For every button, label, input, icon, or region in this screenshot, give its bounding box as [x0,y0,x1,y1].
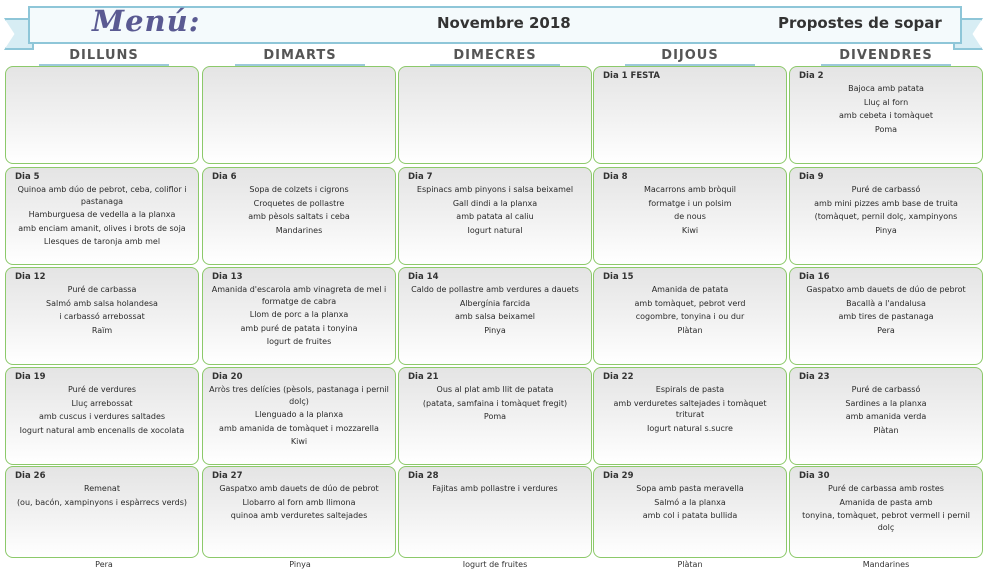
dish-item: Puré de carbassó [851,185,921,194]
dish-item: Amanida d'escarola amb vinagreta de mel i formatge de cabra [211,285,387,306]
dish-item: Arròs tres delícies (pèsols, pastanaga i pernil dolç) [209,385,389,406]
dish-item: Plàtan [873,425,899,435]
dish-item: formatge i un polsim [648,198,732,208]
day-number: Dia 30 [799,471,830,481]
day-header-wednesday: DIMECRES [398,48,592,66]
fruit-label: Mandarines [862,560,910,569]
menu-cell [398,267,592,365]
menu-logo: Menú: [92,4,201,38]
dish-item: Pinya [875,225,897,235]
dish-item: Raïm [91,325,113,335]
dish-list [12,384,192,438]
dish-item: cogombre, tonyina i ou dur [635,312,745,321]
menu-cell [593,267,787,365]
fruit-label: Pera [95,560,113,569]
dish-item: Puré de carbassa amb rostes [828,484,944,493]
dish-item: Llom de porc a la planxa [249,310,349,319]
dish-list [405,284,585,338]
menu-cell [202,167,396,265]
dish-item: i carbassó arrebossat [59,312,145,321]
dish-item: (tomàquet, pernil dolç, xampinyons [814,212,958,221]
menu-cell [5,167,199,265]
dish-list [796,184,976,238]
dish-item: de nous [674,212,706,221]
menu-cell [593,66,787,164]
dish-list [600,184,780,238]
dish-list [405,184,585,238]
day-number: Dia 26 [15,471,46,481]
fruit-label: Plàtan [677,560,703,569]
dish-item: Salmó a la planxa [654,497,726,507]
dish-item: tonyina, tomàquet, pebrot vermell i pernil dolç [802,511,970,532]
dish-list [209,284,389,350]
day-number: Dia 6 [212,172,237,182]
dish-list [796,483,976,535]
dish-item: Iogurt de fruites [266,337,332,346]
day-number: Dia 14 [408,272,439,282]
dish-item: Iogurt natural amb encenalls de xocolata [19,425,185,435]
dish-item: amb amanida verda [845,412,927,421]
dish-item: Puré de carbassa [67,285,137,294]
dish-item: amb cuscus i verdures saltades [38,412,166,421]
menu-cell [5,367,199,465]
day-header-friday: DIVENDRES [789,48,983,66]
dish-item: amb pèsols saltats i ceba [248,212,350,221]
dish-item: amb tires de pastanaga [838,312,934,321]
month-title: Novembre 2018 [437,14,571,32]
fruit-label: Pinya [289,560,311,569]
dish-item: amb tomàquet, pebrot verd [634,298,746,308]
dish-item: amb mini pizzes amb base de truita [814,198,958,208]
menu-cell [398,66,592,164]
dish-item: Gaspatxo amb dauets de dúo de pebrot [219,484,379,493]
day-header-thursday: DIJOUS [593,48,787,66]
menu-cell [789,367,983,465]
dish-item: Puré de verdures [67,385,137,394]
dish-item: Plàtan [677,325,703,335]
menu-cell [5,267,199,365]
dish-item: Caldo de pollastre amb verdures a dauets [411,285,579,294]
dish-item: Llenguado a la planxa [254,410,344,419]
menu-cell [789,267,983,365]
dish-item: amb enciam amanit, olives i brots de soja [18,223,186,233]
dish-item: (patata, samfaina i tomàquet fregit) [422,398,568,408]
menu-cell [398,167,592,265]
dish-item: amb verduretes saltejades i tomàquet triturat [613,398,767,419]
dish-list [796,284,976,338]
dish-item: Albergínia farcida [459,298,531,308]
dish-list [12,284,192,338]
menu-cell [789,66,983,164]
dish-item: (ou, bacón, xampinyons i espàrrecs verds) [16,497,188,507]
dish-item: Hamburguesa de vedella a la planxa [28,210,176,219]
dish-item: Amanida de patata [651,285,729,294]
dish-list [405,483,585,497]
dish-list [209,184,389,238]
day-number: Dia 5 [15,172,40,182]
dish-item: Bajoca amb patata [848,84,924,93]
fruit-label: Iogurt de fruites [462,560,528,569]
day-number: Dia 12 [15,272,46,282]
menu-cell [5,66,199,164]
day-number: Dia 29 [603,471,634,481]
menu-cell [789,167,983,265]
dish-item: Kiwi [290,437,308,446]
dish-item: amb cebeta i tomàquet [839,111,933,120]
day-number: Dia 21 [408,372,439,382]
dish-item: Iogurt natural [467,225,523,235]
menu-cell [593,367,787,465]
dish-item: quinoa amb verduretes saltejades [230,511,368,520]
day-number: Dia 9 [799,172,824,182]
dish-item: amb puré de patata i tonyina [240,323,358,333]
dish-item: Bacallà a l'andalusa [846,298,926,308]
dish-list [600,284,780,338]
dish-item: Lluç al forn [863,97,909,107]
dish-item: Iogurt natural s.sucre [647,423,733,433]
dish-item: amb amanida de tomàquet i mozzarella [219,423,379,433]
dish-item: Llobarro al forn amb llimona [242,497,356,507]
dish-list [796,83,976,137]
dish-list [600,384,780,436]
dish-item: amb salsa beixamel [454,312,536,321]
dish-item: Ous al plat amb llit de patata [436,385,554,394]
dish-item: Gall dindi a la planxa [452,198,538,208]
day-number: Dia 13 [212,272,243,282]
dish-list [12,483,192,510]
dish-item: Puré de carbassó [851,385,921,394]
day-number: Dia 19 [15,372,46,382]
dish-item: Quinoa amb dúo de pebrot, ceba, coliflor i pastanaga [17,185,187,206]
day-number: Dia 23 [799,372,830,382]
dish-item: Espirals de pasta [655,385,725,394]
dish-item: Sopa de colzets i cigrons [249,185,349,194]
dish-item: Pinya [484,325,506,335]
dish-item: Espinacs amb pinyons i salsa beixamel [416,185,574,194]
dish-item: Macarrons amb bròquil [643,185,737,194]
dish-item: amb patata al caliu [456,212,534,221]
day-header-tuesday: DIMARTS [203,48,397,66]
menu-subtitle: Propostes de sopar [778,14,942,32]
menu-cell [5,466,199,558]
menu-cell [398,466,592,558]
menu-cell [789,466,983,558]
dish-item: Poma [874,124,898,134]
menu-cell [593,167,787,265]
day-number: Dia 28 [408,471,439,481]
menu-cell [593,466,787,558]
dish-item: Croquetes de pollastre [253,198,345,208]
day-number: Dia 27 [212,471,243,481]
day-number: Dia 20 [212,372,243,382]
dish-item: Sardines a la planxa [845,398,927,408]
day-number: Dia 15 [603,272,634,282]
dish-item: Remenat [84,484,120,493]
dish-list [796,384,976,438]
menu-cell [398,367,592,465]
menu-cell [202,367,396,465]
dish-item: Poma [483,412,507,421]
dish-item: amb col i patata bullida [642,511,738,520]
dish-list [209,483,389,524]
dish-item: Sopa amb pasta meravella [636,484,744,493]
menu-cell [202,267,396,365]
dish-item: Kiwi [681,225,699,235]
dish-item: Llesques de taronja amb mel [43,237,161,246]
day-number: Dia 22 [603,372,634,382]
day-number: Dia 8 [603,172,628,182]
dish-item: Salmó amb salsa holandesa [46,298,158,308]
dish-item: Gaspatxo amb dauets de dúo de pebrot [806,285,966,294]
day-number: Dia 2 [799,71,824,81]
dish-item: Mandarines [275,225,323,235]
day-header-monday: DILLUNS [7,48,201,66]
dish-item: Fajitas amb pollastre i verdures [432,484,558,493]
dish-item: Amanida de pasta amb [839,497,933,507]
day-number: Dia 1 FESTA [603,71,660,81]
menu-cell [202,66,396,164]
dish-item: Lluç arrebossat [71,398,133,408]
menu-cell [202,466,396,558]
dish-list [209,384,389,450]
dish-list [600,483,780,524]
dish-item: Pera [877,325,895,335]
day-number: Dia 7 [408,172,433,182]
dish-list [405,384,585,425]
dish-list [12,184,192,250]
day-number: Dia 16 [799,272,830,282]
